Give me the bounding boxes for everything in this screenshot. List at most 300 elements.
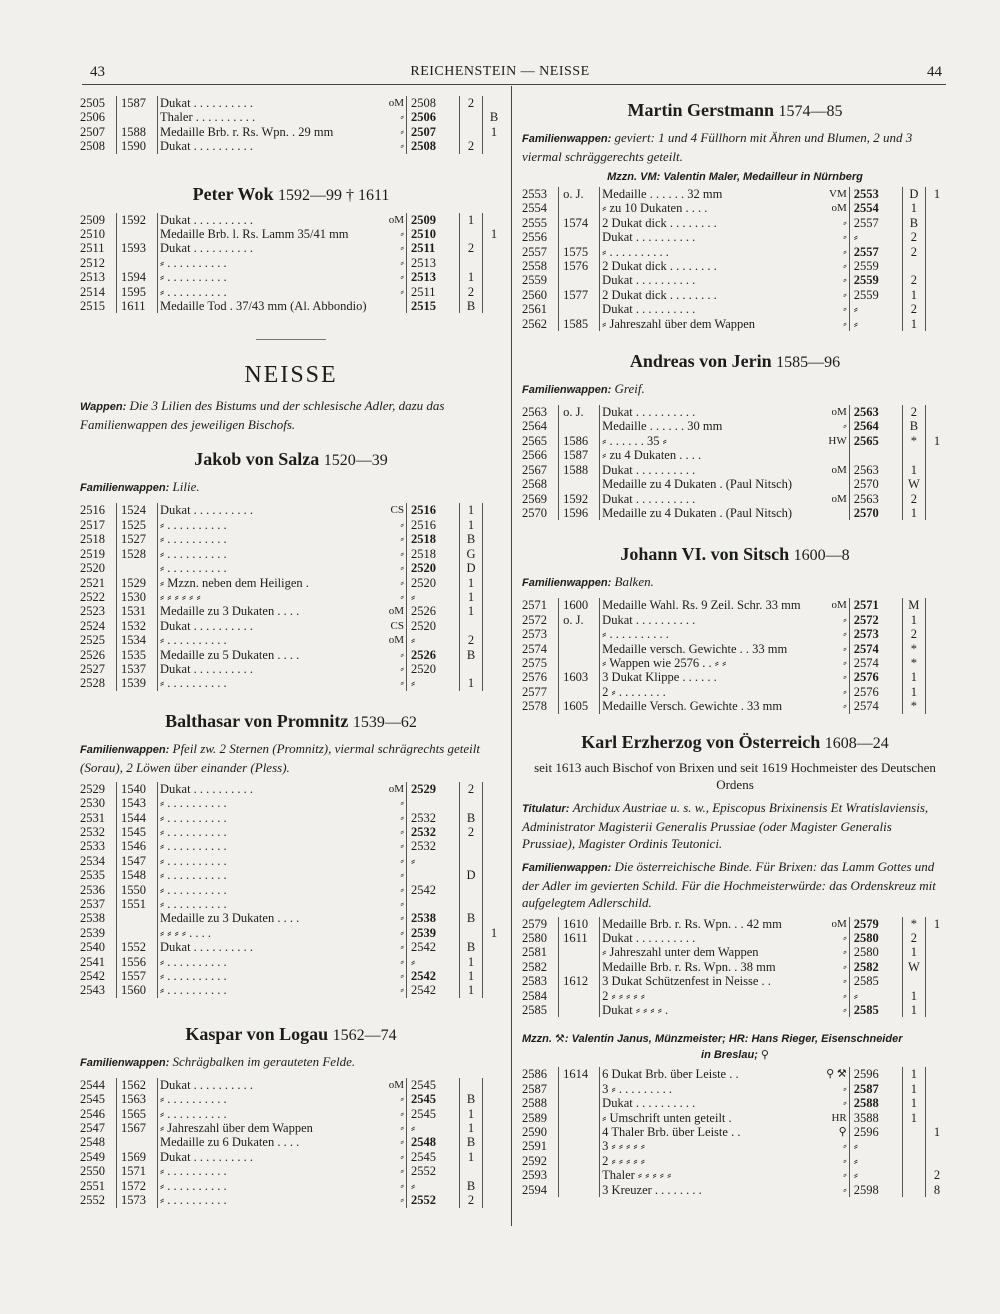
catalog-number: 2583: [522, 974, 559, 988]
note-column-2: [483, 503, 506, 517]
note-column-1: [460, 227, 483, 241]
table-row: [80, 883, 505, 897]
mzzn-line: in Breslau; ⚲: [701, 1049, 769, 1062]
coin-table-gerstmann: [522, 187, 948, 331]
reference-number: ⸗: [407, 955, 460, 969]
ruler-years: 1562—74: [332, 1026, 397, 1044]
year: 1563: [117, 1092, 158, 1106]
year: [559, 273, 600, 287]
reference-number: ⸗: [849, 1154, 902, 1168]
year: [559, 1125, 600, 1139]
mint-mark: oM: [817, 201, 850, 215]
catalog-number: 2518: [80, 532, 117, 546]
catalog-number: 2593: [522, 1168, 559, 1182]
description: Dukat . . . . . . . . . .: [602, 230, 696, 245]
catalog-number: 2558: [522, 259, 559, 273]
note-column-1: [902, 1168, 925, 1182]
note-column-2: [925, 1154, 948, 1168]
table-row: [522, 463, 948, 477]
description: ⸗ . . . . . . . . . .: [602, 244, 669, 259]
table-row: [80, 576, 505, 590]
catalog-number: 2591: [522, 1139, 559, 1153]
note-column-1: 1: [902, 1067, 925, 1081]
table-row: [80, 1179, 505, 1193]
familienwappen-text: Pfeil zw. 2 Sternen (Promnitz), viermal schrägrechts geteilt (Sorau), 2 Löwen über einander (Pless).: [80, 740, 480, 775]
ruler-years: 1585—96: [776, 354, 841, 372]
reference-number: 2509: [407, 213, 460, 227]
year: 1593: [117, 241, 158, 255]
note-column-1: 1: [902, 1003, 925, 1017]
table-row: [80, 619, 505, 633]
description: 2 ⸗ ⸗ ⸗ ⸗ ⸗: [602, 1153, 645, 1168]
reference-number: ⸗: [849, 317, 902, 331]
table-row: [80, 796, 505, 810]
table-row: [522, 1111, 948, 1125]
year: 1567: [117, 1121, 158, 1135]
table-row: [522, 670, 948, 684]
catalog-number: 2537: [80, 897, 117, 911]
note-column-2: [483, 983, 506, 997]
reference-number: [849, 448, 902, 462]
table-row: [80, 241, 505, 255]
note-column-2: [483, 590, 506, 604]
reference-number: 2563: [849, 463, 902, 477]
table-row: [80, 561, 505, 575]
familienwappen-jerin: [522, 380, 948, 399]
description: ⸗ . . . . . . . . . .: [160, 796, 227, 811]
table-row: [80, 926, 505, 940]
description: ⸗ Jahreszahl über dem Wappen: [160, 1121, 313, 1136]
mint-mark: VM: [817, 187, 850, 201]
catalog-number: 2547: [80, 1121, 117, 1135]
note-column-2: [483, 1135, 506, 1149]
year: 1543: [117, 796, 158, 810]
familienwappen-text: Lilie.: [172, 479, 200, 495]
note-column-2: [925, 1067, 948, 1081]
year: 1544: [117, 811, 158, 825]
note-column-1: *: [902, 434, 925, 448]
table-row: [80, 940, 505, 954]
note-column-1: B: [902, 419, 925, 433]
note-column-2: [925, 273, 948, 287]
note-column-2: [925, 477, 948, 491]
note-column-2: [925, 1139, 948, 1153]
year: 1528: [117, 547, 158, 561]
year: 1550: [117, 883, 158, 897]
year: [117, 227, 158, 241]
description: 2 Dukat dick . . . . . . . .: [602, 215, 717, 230]
description: ⸗ . . . . . . . . . .: [160, 255, 227, 270]
catalog-number: 2545: [80, 1092, 117, 1106]
catalog-number: 2540: [80, 940, 117, 954]
year: 1612: [559, 974, 600, 988]
note-column-1: [902, 448, 925, 462]
note-column-2: [483, 1078, 506, 1092]
reference-number: 2511: [407, 285, 460, 299]
catalog-number: 2572: [522, 613, 559, 627]
year: 1573: [117, 1193, 158, 1207]
description: 2 ⸗ . . . . . . . .: [602, 684, 666, 699]
note-column-1: 1: [460, 213, 483, 227]
familienwappen-text: Die österreichische Binde. Für Brixen: das Lamm Gottes und der Adler im gevierten Schild. Für die Hochmeisterwürde: das Ordenskreuz mit aufgelegtem Adlerschild.: [522, 858, 936, 910]
karl-subtitle: seit 1613 auch Bischof von Brixen und seit 1619 Hochmeister des Deutschen Ordens: [534, 759, 936, 792]
reference-number: 2574: [849, 642, 902, 656]
section-title-jerin: [522, 351, 948, 372]
mint-mark: ⚲: [817, 1125, 850, 1139]
reference-number: 2564: [849, 419, 902, 433]
year: [559, 1096, 600, 1110]
note-column-1: [460, 662, 483, 676]
catalog-number: 2560: [522, 288, 559, 302]
description: Medaille zu 3 Dukaten . . . .: [160, 604, 300, 619]
note-column-2: [925, 245, 948, 259]
catalog-number: 2511: [80, 241, 117, 255]
year: 1527: [117, 532, 158, 546]
familienwappen-text: Schrägbalken im gerauteten Felde.: [172, 1053, 356, 1069]
description: Medaille . . . . . . 30 mm: [602, 419, 723, 434]
description: ⸗ . . . . . . . . . .: [160, 676, 227, 691]
note-column-2: [925, 960, 948, 974]
description: ⸗ . . . . . . . . . .: [160, 810, 227, 825]
note-column-1: 2: [460, 782, 483, 796]
coin-table-jerin: [522, 405, 948, 520]
reference-number: 2563: [849, 492, 902, 506]
note-column-1: [460, 1164, 483, 1178]
catalog-number: 2505: [80, 96, 117, 110]
note-column-2: [925, 419, 948, 433]
table-row: [522, 187, 948, 201]
note-column-1: B: [460, 1179, 483, 1193]
description: ⸗ zu 4 Dukaten . . . .: [602, 448, 702, 463]
note-column-2: [483, 1150, 506, 1164]
catalog-number: 2567: [522, 463, 559, 477]
year: [559, 1183, 600, 1197]
reference-number: ⸗: [407, 1179, 460, 1193]
note-column-2: [483, 576, 506, 590]
description: Medaille Brb. l. Rs. Lamm 35/41 mm: [160, 227, 349, 242]
reference-number: 2545: [407, 1150, 460, 1164]
catalog-number: 2577: [522, 685, 559, 699]
catalog-number: 2544: [80, 1078, 117, 1092]
ruler-name: Balthasar von Promnitz: [165, 710, 349, 731]
mint-mark: ⸗: [817, 974, 850, 988]
mint-mark: ⸗: [374, 796, 407, 810]
year: 1560: [117, 983, 158, 997]
table-row: [522, 405, 948, 419]
year: 1603: [559, 670, 600, 684]
catalog-number: 2531: [80, 811, 117, 825]
note-column-2: [925, 974, 948, 988]
year: [559, 1082, 600, 1096]
note-column-2: [483, 561, 506, 575]
year: 1557: [117, 969, 158, 983]
description: ⸗ . . . . . . . . . .: [160, 868, 227, 883]
mint-mark: ⸗: [817, 1168, 850, 1182]
year: 1531: [117, 604, 158, 618]
mint-mark: ⸗: [817, 1183, 850, 1197]
note-column-2: [925, 201, 948, 215]
description: ⸗ ⸗ ⸗ ⸗ . . . .: [160, 925, 212, 940]
note-column-1: [902, 1183, 925, 1197]
mint-mark: ⸗: [817, 216, 850, 230]
table-row: [80, 139, 505, 153]
note-column-1: [460, 256, 483, 270]
reference-number: 2545: [407, 1078, 460, 1092]
year: 1587: [117, 96, 158, 110]
note-column-1: B: [460, 532, 483, 546]
mint-mark: ⸗: [374, 256, 407, 270]
description: ⸗ . . . . . . . . . .: [160, 1178, 227, 1193]
table-row: [522, 989, 948, 1003]
table-row: [80, 532, 505, 546]
description: ⸗ . . . . . . . . . .: [160, 517, 227, 532]
mzzn-text: VM: Valentin Maler, Medailleur in Nürnberg: [640, 171, 863, 183]
note-column-2: [925, 405, 948, 419]
mint-mark: ⸗: [374, 811, 407, 825]
description: Dukat . . . . . . . . . .: [160, 212, 254, 227]
year: 1614: [559, 1067, 600, 1081]
reference-number: 2520: [407, 561, 460, 575]
catalog-number: 2527: [80, 662, 117, 676]
mint-mark: HW: [817, 434, 850, 448]
reference-number: 2516: [407, 503, 460, 517]
note-column-1: 1: [460, 676, 483, 690]
table-row: [522, 201, 948, 215]
note-column-2: [483, 270, 506, 284]
table-row: [80, 1193, 505, 1207]
description: Dukat . . . . . . . . . .: [160, 781, 254, 796]
table-row: [80, 285, 505, 299]
reference-number: 2508: [407, 96, 460, 110]
mint-mark: ⸗: [374, 1150, 407, 1164]
reference-number: 2542: [407, 983, 460, 997]
note-column-2: [483, 518, 506, 532]
coin-table-promnitz: [80, 782, 505, 998]
catalog-number: 2528: [80, 676, 117, 690]
year: [559, 201, 600, 215]
year: [117, 1135, 158, 1149]
mint-mark: ⸗: [374, 854, 407, 868]
description: Medaille Versch. Gewichte . 33 mm: [602, 699, 783, 714]
note-column-1: 2: [902, 273, 925, 287]
year: [117, 911, 158, 925]
catalog-number: 2542: [80, 969, 117, 983]
header-rule: [82, 84, 946, 85]
description: 3 ⸗ ⸗ ⸗ ⸗ ⸗: [602, 1139, 645, 1154]
reference-number: 2532: [407, 825, 460, 839]
note-column-1: 2: [902, 245, 925, 259]
mint-mark: ⸗: [374, 241, 407, 255]
mint-mark: ⸗: [374, 1121, 407, 1135]
description: 4 Thaler Brb. über Leiste . .: [602, 1125, 741, 1140]
note-column-1: B: [902, 216, 925, 230]
mint-mark: ⸗: [374, 983, 407, 997]
mint-mark: ⸗: [817, 642, 850, 656]
note-column-2: [925, 302, 948, 316]
section-title-wok: [80, 184, 502, 205]
reference-number: 2552: [407, 1164, 460, 1178]
reference-number: [407, 796, 460, 810]
catalog-number: 2514: [80, 285, 117, 299]
catalog-number: 2548: [80, 1135, 117, 1149]
mint-mark: oM: [374, 604, 407, 618]
ruler-years: 1592—99 † 1611: [277, 186, 390, 204]
mint-mark: oM: [817, 463, 850, 477]
catalog-number: 2551: [80, 1179, 117, 1193]
year: 1530: [117, 590, 158, 604]
reference-number: 2554: [849, 201, 902, 215]
description: 3 Dukat Klippe . . . . . .: [602, 670, 717, 685]
note-column-1: 2: [460, 825, 483, 839]
catalog-number: 2587: [522, 1082, 559, 1096]
section-rule: [256, 339, 326, 340]
ruler-name: Karl Erzherzog von Österreich: [581, 731, 821, 752]
description: Dukat . . . . . . . . . .: [602, 1096, 696, 1111]
description: Dukat . . . . . . . . . .: [160, 1077, 254, 1092]
note-column-1: 2: [902, 405, 925, 419]
table-row: [522, 699, 948, 713]
year: 1585: [559, 317, 600, 331]
table-row: [522, 598, 948, 612]
table-row: [80, 825, 505, 839]
description: ⸗ Wappen wie 2576 . . ⸗ ⸗: [602, 655, 727, 670]
note-column-1: [460, 926, 483, 940]
page-number-right: 44: [927, 64, 942, 80]
year: [559, 627, 600, 641]
year: 1594: [117, 270, 158, 284]
catalog-number: 2520: [80, 561, 117, 575]
description: ⸗ . . . . . . . . . .: [160, 839, 227, 854]
note-column-1: G: [460, 547, 483, 561]
catalog-number: 2524: [80, 619, 117, 633]
description: Medaille Brb. r. Rs. Wpn. . 29 mm: [160, 124, 334, 139]
familienwappen-gerstmann: [522, 129, 948, 165]
table-row: [80, 96, 505, 110]
catalog-number: 2513: [80, 270, 117, 284]
note-column-2: 1: [933, 187, 941, 201]
description: Dukat . . . . . . . . . .: [160, 139, 254, 154]
note-column-2: [483, 299, 506, 313]
note-column-2: [925, 656, 948, 670]
year: 1586: [559, 434, 600, 448]
description: Medaille zu 4 Dukaten . (Paul Nitsch): [602, 505, 793, 520]
description: Dukat ⸗ ⸗ ⸗ ⸗ .: [602, 1003, 669, 1017]
mint-mark: ⸗: [817, 302, 850, 316]
description: 3 ⸗ . . . . . . . . .: [602, 1081, 672, 1096]
note-column-1: 1: [902, 945, 925, 959]
mint-mark: ⸗: [374, 926, 407, 940]
note-column-1: [902, 1125, 925, 1139]
note-column-2: [483, 1092, 506, 1106]
note-column-1: W: [902, 477, 925, 491]
reference-number: 2545: [407, 1092, 460, 1106]
table-row: [522, 1168, 948, 1182]
mint-mark: ⸗: [374, 897, 407, 911]
reference-number: 2506: [407, 110, 460, 124]
table-row: [80, 1135, 505, 1149]
mint-mark: ⸗: [374, 285, 407, 299]
catalog-number: 2589: [522, 1111, 559, 1125]
mint-mark: oM: [817, 492, 850, 506]
note-column-1: [460, 897, 483, 911]
reference-number: 2545: [407, 1107, 460, 1121]
reference-number: 2576: [849, 685, 902, 699]
familienwappen-promnitz: [80, 740, 502, 776]
table-row: [522, 960, 948, 974]
titulatur-text: Archidux Austriae u. s. w., Episcopus Brixinensis Et Wratislaviensis, Administrator Magisterii Generalis Prussiae (oder Magister Generalis Prussiae), Magister Ordinis Teutonici.: [522, 799, 929, 851]
reference-number: ⸗: [407, 854, 460, 868]
catalog-number: 2523: [80, 604, 117, 618]
note-column-1: 1: [902, 201, 925, 215]
note-column-2: [483, 897, 506, 911]
ruler-years: 1600—8: [793, 547, 850, 565]
year: 1605: [559, 699, 600, 713]
mint-marks-gerstmann: [522, 171, 948, 183]
reference-number: 2574: [849, 699, 902, 713]
table-row: [522, 1082, 948, 1096]
catalog-number: 2569: [522, 492, 559, 506]
description: ⸗ Jahreszahl über dem Wappen: [602, 316, 756, 331]
mint-mark: ⸗: [374, 648, 407, 662]
note-column-2: [483, 604, 506, 618]
reference-number: 2539: [407, 926, 460, 940]
note-column-1: B: [460, 811, 483, 825]
titulatur-label: Titulatur:: [522, 802, 570, 815]
description: Medaille Wahl. Rs. 9 Zeil. Schr. 33 mm: [602, 598, 801, 613]
mint-mark: ⸗: [817, 656, 850, 670]
reference-number: 2516: [407, 518, 460, 532]
note-column-2: [483, 256, 506, 270]
reference-number: 2571: [849, 598, 902, 612]
note-column-2: [483, 839, 506, 853]
catalog-number: 2532: [80, 825, 117, 839]
note-column-2: 8: [933, 1182, 941, 1197]
mint-mark: ⸗: [817, 259, 850, 273]
description: ⸗ . . . . . . . . . .: [602, 627, 669, 642]
reference-number: 2563: [849, 405, 902, 419]
reference-number: 2570: [849, 477, 902, 491]
reference-number: 2579: [849, 917, 902, 931]
catalog-number: 2590: [522, 1125, 559, 1139]
mint-mark: ⸗: [374, 270, 407, 284]
description: 2 ⸗ ⸗ ⸗ ⸗ ⸗: [602, 988, 645, 1003]
table-row: [80, 256, 505, 270]
mint-mark: ⸗: [374, 532, 407, 546]
mint-mark: ⸗: [817, 419, 850, 433]
mint-mark: ⸗: [817, 960, 850, 974]
reference-number: 3588: [849, 1111, 902, 1125]
note-column-1: 1: [460, 503, 483, 517]
city-title: NEISSE: [244, 362, 338, 389]
table-row: [80, 839, 505, 853]
catalog-number: 2509: [80, 213, 117, 227]
mint-mark: ⸗: [817, 1154, 850, 1168]
note-column-1: [902, 1139, 925, 1153]
reference-number: 2576: [849, 670, 902, 684]
note-column-2: [483, 969, 506, 983]
table-row: [522, 974, 948, 988]
description: Medaille Brb. r. Rs. Wpn. . . 42 mm: [602, 916, 782, 931]
mint-mark: ⸗: [817, 670, 850, 684]
note-column-1: [460, 883, 483, 897]
note-column-1: 2: [460, 96, 483, 110]
table-row: [522, 1096, 948, 1110]
catalog-number: 2566: [522, 448, 559, 462]
note-column-2: [483, 1193, 506, 1207]
year: [117, 561, 158, 575]
description: Dukat . . . . . . . . . .: [602, 612, 696, 627]
reference-number: 2580: [849, 945, 902, 959]
